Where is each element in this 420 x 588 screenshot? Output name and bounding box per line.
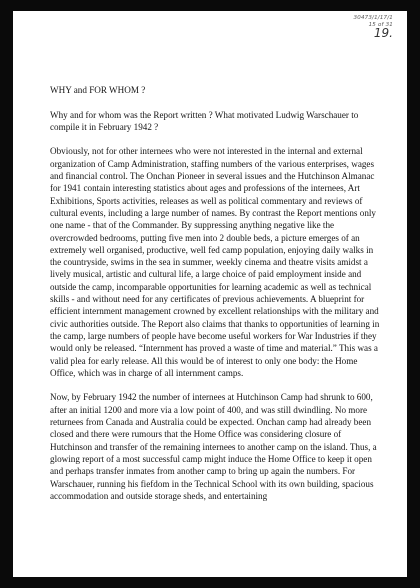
archive-sub-reference: 15 of 31 xyxy=(368,22,393,28)
paragraph-3: Now, by February 1942 the number of internees at Hutchinson Camp had shrunk to 600, after an initial 1200 and more via a low point of 400, and was still dwindling. No more returnees from Canada and Australia could be expected. Onchan camp had already been closed and there were rumours that the Home Office was considering closure of Hutchinson and transfer of the remaining internees to another camp on the island. Thus, a glowing report of a most successful camp might induce the Home Office to keep it open and perhaps transfer inmates from another camp to bring up again the numbers. For Warschauer, running his fiefdom in the Technical School with its own building, spacious accommodation and outside storage sheds, and entertaining xyxy=(50,392,377,501)
page-number: 19. xyxy=(373,26,393,40)
paragraph-2: Obviously, not for other internees who were not interested in the internal and external organization of Camp Administration, staffing numbers of the various enterprises, wages and financial control. The Onchan Pioneer in several issues and the Hutchinson Almanac for 1941 contain interesting statistics about ages and professions of the internees, Art Exhibitions, Sports activities, releases as well as political commentary and reviews of cultural events, including a large number of names. By contrast the Report mentions only one name - that of the Commander. By suppressing anything negative like the overcrowded bedrooms, putting five men into 2 double beds, a picture emerges of an extremely well organised, productive, well fed camp population, enjoying daily walks in the countryside, swims in the sea in summer, weekly cinema and theatre visits amidst a lively musical, artistic and cultural life, a large choice of paid employment inside and outside the camp, incomparable opportunities for learning academic as well as technical skills - and without need for any certificates of previous achievements. A blueprint for efficient internment management crowned by excellent relationships with the military and civic authorities outside. The Report also claims that thanks to opportunities of learning in the camp, large numbers of people have become useful workers for War Industries if they would only be released. “Internment has proved a waste of time and material.” This was a valid plea for early release. All this would be of interest to only one body: the Home Office, which was in charge of all internment camps. xyxy=(50,146,380,378)
document-page xyxy=(13,11,407,577)
document-body xyxy=(50,84,380,514)
archive-annotation xyxy=(354,15,393,39)
paragraph-1: Why and for whom was the Report written ? What motivated Ludwig Warschauer to compile it in February 1942 ? xyxy=(50,109,359,132)
archive-reference: 30473/1/17/1 xyxy=(353,15,393,21)
document-heading: WHY and FOR WHOM ? xyxy=(50,85,146,95)
